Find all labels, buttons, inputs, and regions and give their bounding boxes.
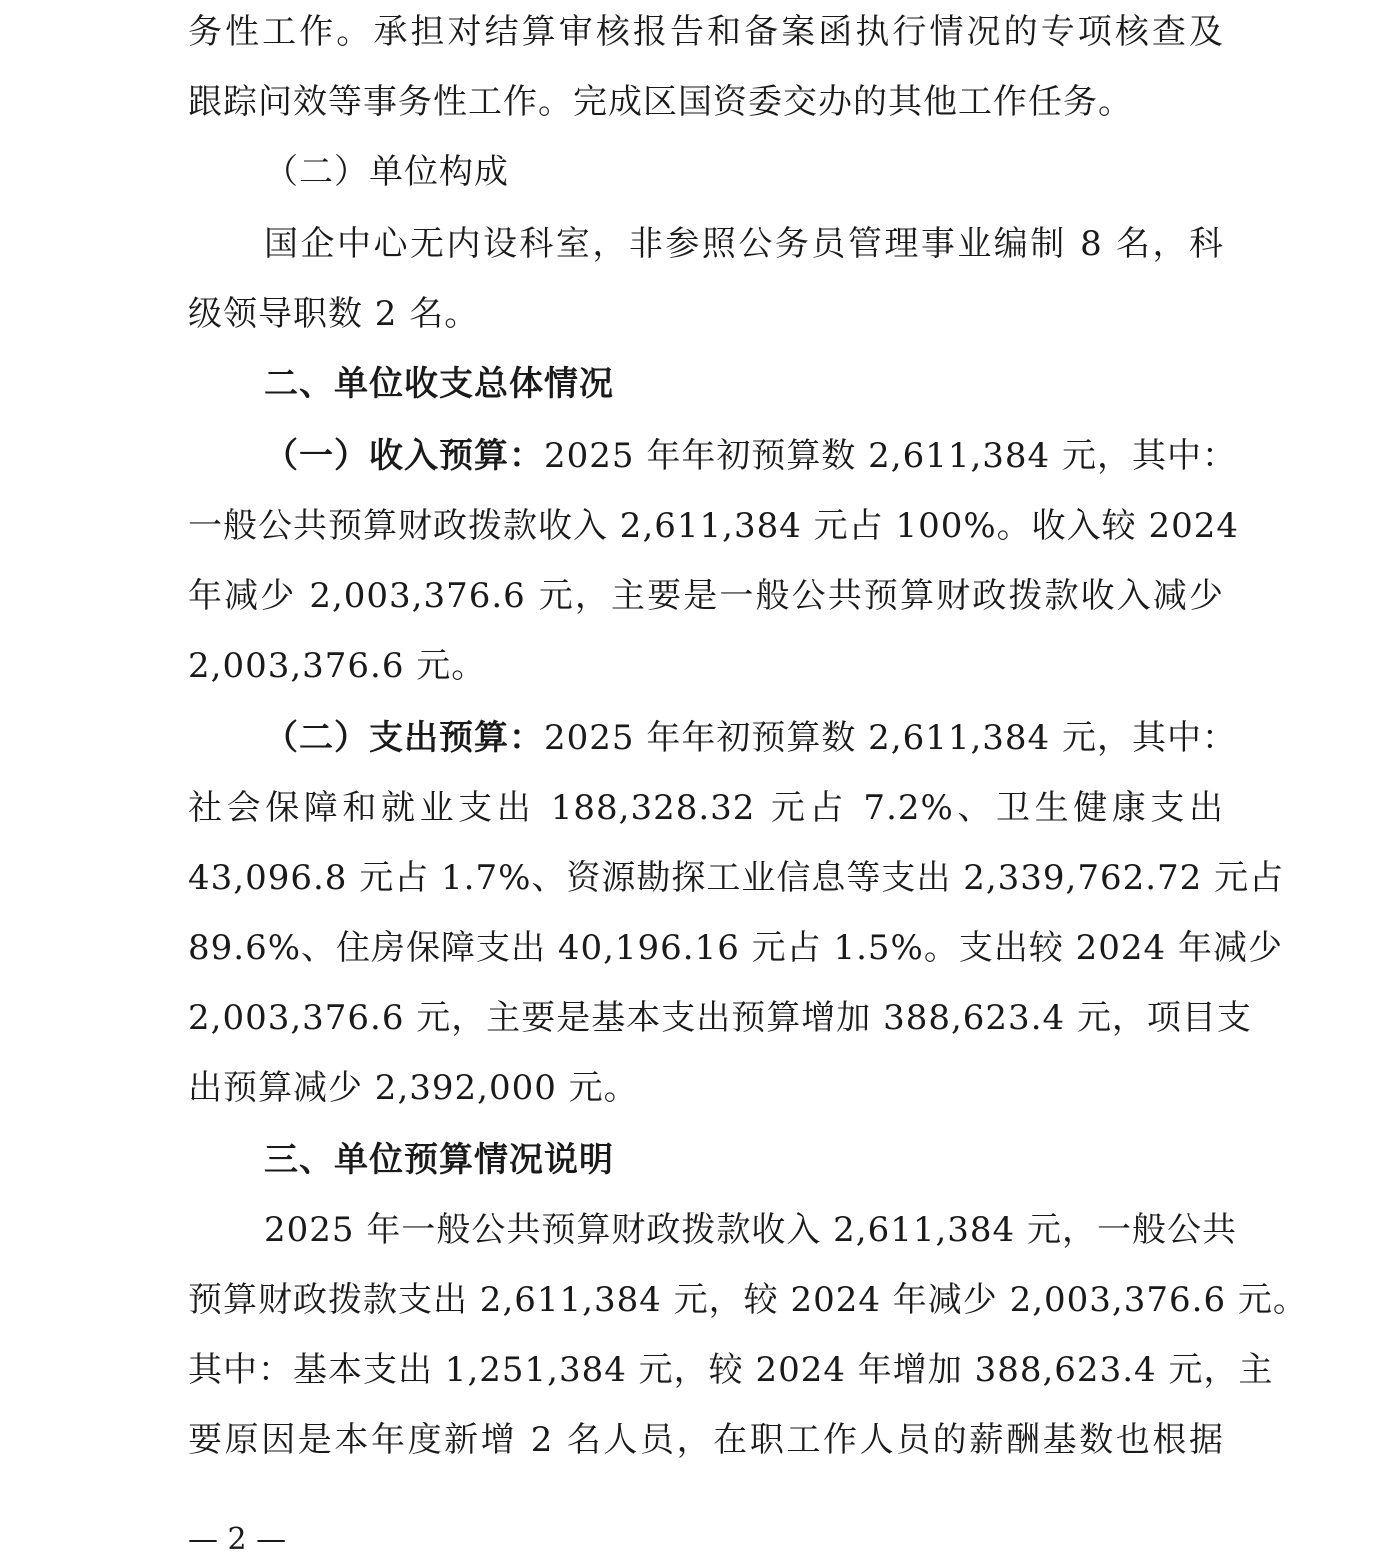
section-heading: 二、单位收支总体情况 (264, 364, 614, 404)
paragraph-line: 跟踪问效等事务性工作。完成区国资委交办的其他工作任务。 (188, 82, 1133, 122)
subsection-heading: （二）单位构成 (264, 152, 509, 192)
paragraph-line: 社会保障和就业支出 188,328.32 元占 7.2%、卫生健康支出 (188, 788, 1224, 828)
paragraph-line: 43,096.8 元占 1.7%、资源勘探工业信息等支出 2,339,762.72 元占 (188, 858, 1285, 898)
paragraph-line: 预算财政拨款支出 2,611,384 元，较 2024 年减少 2,003,376.6 元。 (188, 1280, 1308, 1320)
paragraph-line: 国企中心无内设科室，非参照公务员管理事业编制 8 名，科 (264, 224, 1224, 264)
paragraph-line: 年减少 2,003,376.6 元，主要是一般公共预算财政拨款收入减少 (188, 576, 1224, 616)
paragraph-text: 2025 年年初预算数 2,611,384 元，其中： (544, 718, 1237, 758)
paragraph-line: 2025 年一般公共预算财政拨款收入 2,611,384 元，一般公共 (264, 1210, 1237, 1250)
paragraph-line: 其中：基本支出 1,251,384 元，较 2024 年增加 388,623.4 元，主 (188, 1350, 1274, 1390)
paragraph-line: 出预算减少 2,392,000 元。 (188, 1068, 639, 1108)
page-number: — 2 — (188, 1522, 287, 1557)
paragraph-lead: （一）收入预算： (264, 436, 544, 476)
paragraph-lead: （二）支出预算： (264, 718, 544, 758)
paragraph-line (188, 430, 1237, 482)
paragraph-line: 一般公共预算财政拨款收入 2,611,384 元占 100%。收入较 2024 (188, 506, 1239, 546)
paragraph-line: 2,003,376.6 元，主要是基本支出预算增加 388,623.4 元，项目支 (188, 998, 1252, 1038)
paragraph-line: 2,003,376.6 元。 (188, 646, 487, 686)
section-heading: 三、单位预算情况说明 (264, 1140, 614, 1180)
paragraph-line: 级领导职数 2 名。 (188, 294, 480, 334)
paragraph-line: 89.6%、住房保障支出 40,196.16 元占 1.5%。支出较 2024 年减少 (188, 928, 1283, 968)
paragraph-text: 2025 年年初预算数 2,611,384 元，其中： (544, 436, 1237, 476)
paragraph-line: 要原因是本年度新增 2 名人员，在职工作人员的薪酬基数也根据 (188, 1420, 1224, 1460)
paragraph-line: 务性工作。承担对结算审核报告和备案函执行情况的专项核查及 (188, 12, 1224, 52)
paragraph-line (188, 712, 1237, 764)
